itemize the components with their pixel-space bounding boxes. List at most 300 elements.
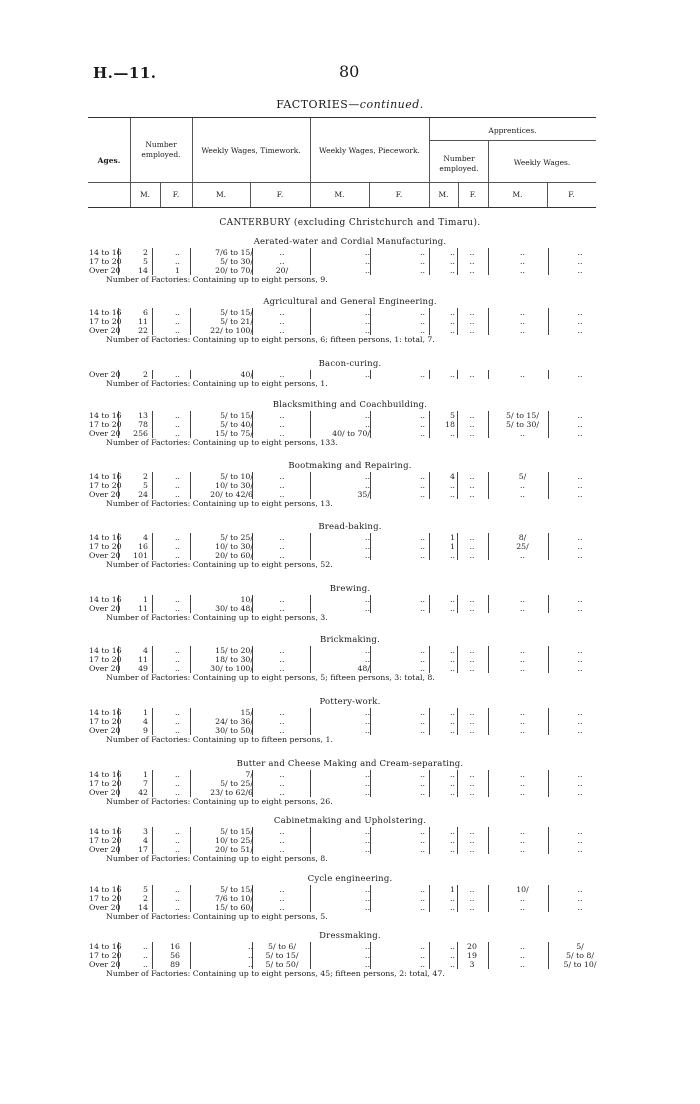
- cell-appr-m: 18: [445, 420, 455, 429]
- section: [0, 634, 700, 682]
- cell-piece-m: ..: [365, 788, 370, 797]
- column-rule: [310, 885, 311, 894]
- column-rule: [370, 533, 371, 542]
- column-rule: [310, 490, 311, 499]
- cell-piece-m: ..: [365, 770, 370, 779]
- cell-age: Over 20: [89, 490, 121, 499]
- factories-note: Number of Factories: Containing up to eight persons, 6; fifteen persons, 1: total, 7.: [106, 335, 435, 344]
- cell-appr-m: ..: [450, 646, 455, 655]
- cell-employed-m: ..: [143, 951, 148, 960]
- cell-piece-m: ..: [365, 708, 370, 717]
- column-rule: [190, 836, 191, 845]
- cell-piece-f: ..: [420, 951, 425, 960]
- column-rule: [310, 429, 311, 438]
- cell-piece-f: ..: [420, 845, 425, 854]
- cell-appr-wage-m: ..: [520, 951, 525, 960]
- section: [0, 399, 700, 447]
- cell-time-f: ..: [279, 827, 285, 836]
- cell-time-f: 5/ to 6/: [268, 942, 296, 951]
- cell-appr-wage-f: ..: [577, 717, 583, 726]
- table-row: [0, 429, 700, 438]
- cell-employed-f: ..: [175, 248, 180, 257]
- column-rule: [190, 779, 191, 788]
- cell-piece-f: ..: [420, 717, 425, 726]
- cell-appr-wage-m: ..: [520, 551, 525, 560]
- column-rule: [370, 779, 371, 788]
- section-title: Dressmaking.: [319, 931, 381, 941]
- column-rule: [370, 827, 371, 836]
- cell-appr-wage-f: ..: [577, 472, 583, 481]
- cell-time-m: 5/ to 15/: [220, 827, 253, 836]
- cell-time-m: 7/6 to 15/: [215, 248, 253, 257]
- cell-employed-m: 17: [138, 845, 148, 854]
- table-row: [0, 942, 700, 951]
- cell-employed-f: ..: [175, 726, 180, 735]
- column-rule: [370, 370, 371, 379]
- cell-time-m: 5/ to 15/: [220, 885, 253, 894]
- cell-age: Over 20: [89, 370, 121, 379]
- col-appr-number: Number employed.: [439, 154, 479, 173]
- cell-time-m: 22/ to 100/: [210, 326, 253, 335]
- cell-age: 14 to 16: [89, 595, 122, 604]
- cell-appr-f: ..: [469, 472, 475, 481]
- cell-piece-f: ..: [420, 308, 425, 317]
- cell-employed-f: ..: [175, 420, 180, 429]
- cell-appr-wage-m: 10/: [516, 885, 529, 894]
- cell-age: Over 20: [89, 903, 121, 912]
- column-rule: [190, 472, 191, 481]
- cell-time-f: ..: [279, 717, 285, 726]
- cell-employed-f: ..: [175, 490, 180, 499]
- cell-piece-m: 40/ to 70/: [332, 429, 370, 438]
- column-rule: [488, 779, 489, 788]
- cell-appr-wage-f: ..: [577, 646, 583, 655]
- cell-time-m: 10/ to 25/: [215, 836, 253, 845]
- cell-appr-m: ..: [450, 779, 455, 788]
- column-rule: [310, 770, 311, 779]
- column-rule: [310, 266, 311, 275]
- cell-appr-m: ..: [450, 664, 455, 673]
- section-title: Bread-baking.: [318, 522, 382, 532]
- cell-appr-m: ..: [450, 726, 455, 735]
- section: [0, 815, 700, 863]
- column-rule: [310, 788, 311, 797]
- cell-appr-f: ..: [469, 490, 475, 499]
- column-rule: [488, 836, 489, 845]
- cell-piece-f: ..: [420, 420, 425, 429]
- cell-time-m: 5/ to 40/: [220, 420, 253, 429]
- cell-age: 14 to 16: [89, 646, 122, 655]
- cell-age: 14 to 16: [89, 770, 122, 779]
- cell-appr-m: ..: [450, 317, 455, 326]
- table-row: [0, 604, 700, 613]
- cell-appr-m: ..: [450, 836, 455, 845]
- cell-piece-m: ..: [365, 827, 370, 836]
- cell-appr-wage-f: ..: [577, 551, 583, 560]
- section-title: Aerated-water and Cordial Manufacturing.: [253, 237, 447, 247]
- title-text: FACTORIES: [276, 98, 349, 111]
- column-rule: [488, 717, 489, 726]
- cell-time-m: 5/ to 25/: [220, 779, 253, 788]
- cell-appr-wage-f: ..: [577, 708, 583, 717]
- column-rule: [370, 411, 371, 420]
- cell-employed-f: ..: [175, 664, 180, 673]
- column-rule: [190, 257, 191, 266]
- cell-appr-wage-m: ..: [520, 266, 525, 275]
- cell-appr-wage-f: ..: [577, 411, 583, 420]
- cell-appr-m: ..: [450, 370, 455, 379]
- cell-piece-m: ..: [365, 266, 370, 275]
- col-weekly-piece: Weekly Wages, Piecework.: [319, 146, 420, 155]
- cell-time-f: ..: [279, 411, 285, 420]
- page-number: 80: [339, 62, 360, 81]
- factories-note: Number of Factories: Containing up to eight persons, 5.: [106, 912, 328, 921]
- column-rule: [190, 604, 191, 613]
- cell-employed-f: ..: [175, 411, 180, 420]
- cell-appr-wage-m: ..: [520, 257, 525, 266]
- cell-appr-wage-m: ..: [520, 894, 525, 903]
- cell-employed-m: 42: [138, 788, 148, 797]
- cell-time-m: 15/: [240, 708, 253, 717]
- column-rule: [488, 604, 489, 613]
- cell-piece-m: ..: [365, 420, 370, 429]
- cell-piece-m: ..: [365, 411, 370, 420]
- cell-appr-m: ..: [450, 655, 455, 664]
- cell-appr-f: ..: [469, 836, 475, 845]
- column-rule: [488, 533, 489, 542]
- cell-employed-m: 2: [143, 472, 148, 481]
- cell-appr-wage-m: ..: [520, 655, 525, 664]
- cell-time-f: ..: [279, 248, 285, 257]
- column-rule: [370, 903, 371, 912]
- cell-piece-m: ..: [365, 894, 370, 903]
- cell-age: Over 20: [89, 326, 121, 335]
- cell-employed-f: ..: [175, 903, 180, 912]
- section-title: Brewing.: [329, 584, 371, 594]
- cell-appr-wage-m: ..: [520, 429, 525, 438]
- page-ref: H.—11.: [93, 64, 157, 82]
- column-rule: [370, 655, 371, 664]
- cell-age: 17 to 20: [89, 257, 122, 266]
- column-rule: [310, 845, 311, 854]
- cell-age: 14 to 16: [89, 827, 122, 836]
- factories-note: Number of Factories: Containing up to eight persons, 45; fifteen persons, 2: total, 47.: [106, 969, 445, 978]
- cell-appr-m: ..: [450, 960, 455, 969]
- column-rule: [370, 490, 371, 499]
- col-f-2: F.: [276, 190, 284, 199]
- table-row: [0, 533, 700, 542]
- cell-employed-m: 5: [143, 481, 148, 490]
- cell-time-f: ..: [279, 551, 285, 560]
- column-rule: [190, 481, 191, 490]
- cell-piece-f: ..: [420, 551, 425, 560]
- table-row: [0, 420, 700, 429]
- cell-appr-wage-f: ..: [577, 845, 583, 854]
- cell-appr-f: 20: [467, 942, 477, 951]
- table-row: [0, 551, 700, 560]
- cell-employed-f: ..: [175, 717, 180, 726]
- cell-time-f: ..: [279, 317, 285, 326]
- cell-time-f: ..: [279, 894, 285, 903]
- column-rule: [310, 655, 311, 664]
- col-m-3: M.: [334, 190, 345, 199]
- column-rule: [370, 885, 371, 894]
- column-rule: [370, 717, 371, 726]
- column-rule: [190, 248, 191, 257]
- column-rule: [488, 655, 489, 664]
- cell-age: Over 20: [89, 604, 121, 613]
- column-rule: [488, 542, 489, 551]
- col-f-5: F.: [568, 190, 575, 199]
- cell-employed-m: 4: [143, 836, 148, 845]
- column-rule: [488, 726, 489, 735]
- column-rule: [488, 894, 489, 903]
- cell-appr-f: ..: [469, 770, 475, 779]
- cell-employed-f: ..: [175, 370, 180, 379]
- cell-piece-f: ..: [420, 770, 425, 779]
- cell-piece-f: ..: [420, 370, 425, 379]
- column-rule: [370, 257, 371, 266]
- cell-employed-m: 2: [143, 248, 148, 257]
- col-apprentices: Apprentices.: [488, 126, 537, 135]
- column-rule: [310, 533, 311, 542]
- cell-appr-wage-m: ..: [520, 726, 525, 735]
- cell-appr-f: ..: [469, 308, 475, 317]
- column-rule: [190, 326, 191, 335]
- cell-time-m: 20/ to 51/: [215, 845, 253, 854]
- cell-appr-f: ..: [469, 646, 475, 655]
- cell-appr-m: ..: [450, 551, 455, 560]
- cell-age: 17 to 20: [89, 951, 122, 960]
- cell-time-f: ..: [279, 836, 285, 845]
- cell-employed-m: 1: [143, 708, 148, 717]
- cell-piece-f: ..: [420, 827, 425, 836]
- cell-time-m: 5/ to 15/: [220, 308, 253, 317]
- table-row: [0, 542, 700, 551]
- cell-age: 17 to 20: [89, 836, 122, 845]
- column-rule: [370, 266, 371, 275]
- cell-piece-m: ..: [365, 542, 370, 551]
- factories-note: Number of Factories: Containing up to eight persons, 8.: [106, 854, 328, 863]
- cell-appr-wage-m: ..: [520, 248, 525, 257]
- cell-employed-m: 4: [143, 717, 148, 726]
- cell-appr-wage-f: ..: [577, 420, 583, 429]
- cell-appr-wage-f: ..: [577, 481, 583, 490]
- column-rule: [488, 885, 489, 894]
- cell-appr-wage-m: 25/: [516, 542, 529, 551]
- column-rule: [310, 708, 311, 717]
- cell-time-m: 40/: [240, 370, 253, 379]
- cell-piece-m: ..: [365, 845, 370, 854]
- cell-employed-m: 11: [138, 317, 148, 326]
- column-rule: [190, 664, 191, 673]
- column-rule: [488, 248, 489, 257]
- section-title: Brickmaking.: [320, 635, 380, 645]
- cell-appr-f: ..: [469, 894, 475, 903]
- column-rule: [190, 788, 191, 797]
- cell-age: Over 20: [89, 788, 121, 797]
- cell-appr-m: ..: [450, 788, 455, 797]
- cell-time-f: ..: [279, 308, 285, 317]
- cell-time-m: 10/: [240, 595, 253, 604]
- cell-age: 17 to 20: [89, 420, 122, 429]
- cell-time-m: ..: [248, 942, 253, 951]
- region-heading: CANTERBURY (excluding Christchurch and Timaru).: [219, 218, 481, 228]
- cell-piece-f: ..: [420, 542, 425, 551]
- table-row: [0, 788, 700, 797]
- cell-piece-f: ..: [420, 317, 425, 326]
- cell-appr-m: 1: [450, 885, 455, 894]
- cell-employed-m: 14: [138, 266, 148, 275]
- cell-time-f: ..: [279, 326, 285, 335]
- factories-note: Number of Factories: Containing up to eight persons, 9.: [106, 275, 328, 284]
- cell-appr-f: ..: [469, 429, 475, 438]
- column-rule: [370, 604, 371, 613]
- cell-appr-wage-f: ..: [577, 490, 583, 499]
- cell-time-m: 30/ to 100/: [210, 664, 253, 673]
- column-rule: [310, 308, 311, 317]
- cell-age: 17 to 20: [89, 717, 122, 726]
- cell-piece-m: ..: [365, 604, 370, 613]
- cell-employed-m: 11: [138, 655, 148, 664]
- column-rule: [310, 420, 311, 429]
- column-rule: [310, 664, 311, 673]
- cell-appr-wage-m: ..: [520, 788, 525, 797]
- column-rule: [370, 726, 371, 735]
- cell-employed-m: 101: [133, 551, 148, 560]
- table-row: [0, 655, 700, 664]
- cell-appr-m: ..: [450, 326, 455, 335]
- cell-appr-wage-m: ..: [520, 490, 525, 499]
- cell-appr-wage-f: ..: [577, 542, 583, 551]
- cell-employed-m: 22: [138, 326, 148, 335]
- cell-employed-f: ..: [175, 308, 180, 317]
- cell-employed-f: ..: [175, 885, 180, 894]
- cell-piece-m: ..: [365, 960, 370, 969]
- table-row: [0, 595, 700, 604]
- column-rule: [488, 951, 489, 960]
- column-rule: [488, 845, 489, 854]
- section-title: Agricultural and General Engineering.: [263, 297, 437, 307]
- section: [0, 296, 700, 344]
- column-rule: [190, 542, 191, 551]
- cell-time-f: ..: [279, 257, 285, 266]
- column-rule: [488, 827, 489, 836]
- cell-employed-f: ..: [175, 827, 180, 836]
- cell-appr-wage-f: ..: [577, 770, 583, 779]
- cell-employed-m: 9: [143, 726, 148, 735]
- column-rule: [310, 726, 311, 735]
- cell-appr-f: ..: [469, 542, 475, 551]
- cell-appr-f: ..: [469, 595, 475, 604]
- cell-piece-f: ..: [420, 411, 425, 420]
- cell-employed-m: 5: [143, 257, 148, 266]
- cell-appr-wage-m: 5/: [518, 472, 527, 481]
- cell-time-f: ..: [279, 542, 285, 551]
- cell-appr-wage-f: ..: [577, 664, 583, 673]
- cell-piece-f: ..: [420, 490, 425, 499]
- table-row: [0, 779, 700, 788]
- cell-appr-wage-m: 5/ to 15/: [506, 411, 539, 420]
- table-row: [0, 960, 700, 969]
- cell-piece-f: ..: [420, 472, 425, 481]
- section: [0, 696, 700, 744]
- cell-appr-m: 1: [450, 533, 455, 542]
- col-weekly-time: Weekly Wages, Timework.: [201, 146, 301, 155]
- cell-age: Over 20: [89, 429, 121, 438]
- cell-time-m: 24/ to 36/: [215, 717, 253, 726]
- column-rule: [370, 481, 371, 490]
- cell-appr-wage-m: ..: [520, 836, 525, 845]
- cell-employed-f: ..: [175, 257, 180, 266]
- column-rule: [488, 960, 489, 969]
- cell-piece-f: ..: [420, 960, 425, 969]
- cell-employed-f: ..: [175, 779, 180, 788]
- cell-appr-f: ..: [469, 317, 475, 326]
- cell-time-m: 7/: [245, 770, 253, 779]
- table-row: [0, 708, 700, 717]
- cell-employed-m: ..: [143, 960, 148, 969]
- cell-appr-wage-m: ..: [520, 604, 525, 613]
- column-rule: [190, 411, 191, 420]
- cell-appr-f: ..: [469, 779, 475, 788]
- cell-time-f: ..: [279, 664, 285, 673]
- cell-time-m: 30/ to 50/: [215, 726, 253, 735]
- column-rule: [370, 248, 371, 257]
- factories-note: Number of Factories: Containing up to eight persons, 133.: [106, 438, 338, 447]
- column-rule: [190, 942, 191, 951]
- table-row: [0, 845, 700, 854]
- column-rule: [370, 770, 371, 779]
- column-rule: [190, 717, 191, 726]
- cell-appr-wage-m: ..: [520, 595, 525, 604]
- column-rule: [488, 903, 489, 912]
- cell-employed-m: 11: [138, 604, 148, 613]
- cell-appr-f: ..: [469, 257, 475, 266]
- column-rule: [488, 490, 489, 499]
- cell-appr-m: ..: [450, 595, 455, 604]
- column-rule: [488, 551, 489, 560]
- cell-appr-wage-m: ..: [520, 481, 525, 490]
- cell-employed-f: ..: [175, 646, 180, 655]
- cell-time-m: 10/ to 30/: [215, 542, 253, 551]
- table-row: [0, 885, 700, 894]
- column-rule: [488, 472, 489, 481]
- column-rule: [310, 326, 311, 335]
- column-rule: [370, 317, 371, 326]
- column-rule: [190, 551, 191, 560]
- column-rule: [310, 542, 311, 551]
- cell-appr-f: ..: [469, 664, 475, 673]
- cell-piece-m: ..: [365, 779, 370, 788]
- cell-employed-f: ..: [175, 708, 180, 717]
- cell-employed-m: 14: [138, 903, 148, 912]
- cell-appr-f: ..: [469, 827, 475, 836]
- column-rule: [370, 960, 371, 969]
- cell-appr-wage-f: 5/ to 8/: [566, 951, 594, 960]
- cell-age: Over 20: [89, 266, 121, 275]
- cell-time-f: ..: [279, 885, 285, 894]
- column-rule: [310, 717, 311, 726]
- factories-note: Number of Factories: Containing up to fifteen persons, 1.: [106, 735, 333, 744]
- cell-appr-f: ..: [469, 604, 475, 613]
- table-row: [0, 827, 700, 836]
- cell-piece-m: ..: [365, 942, 370, 951]
- column-rule: [488, 942, 489, 951]
- cell-appr-wage-m: ..: [520, 770, 525, 779]
- column-rule: [370, 429, 371, 438]
- cell-piece-m: ..: [365, 308, 370, 317]
